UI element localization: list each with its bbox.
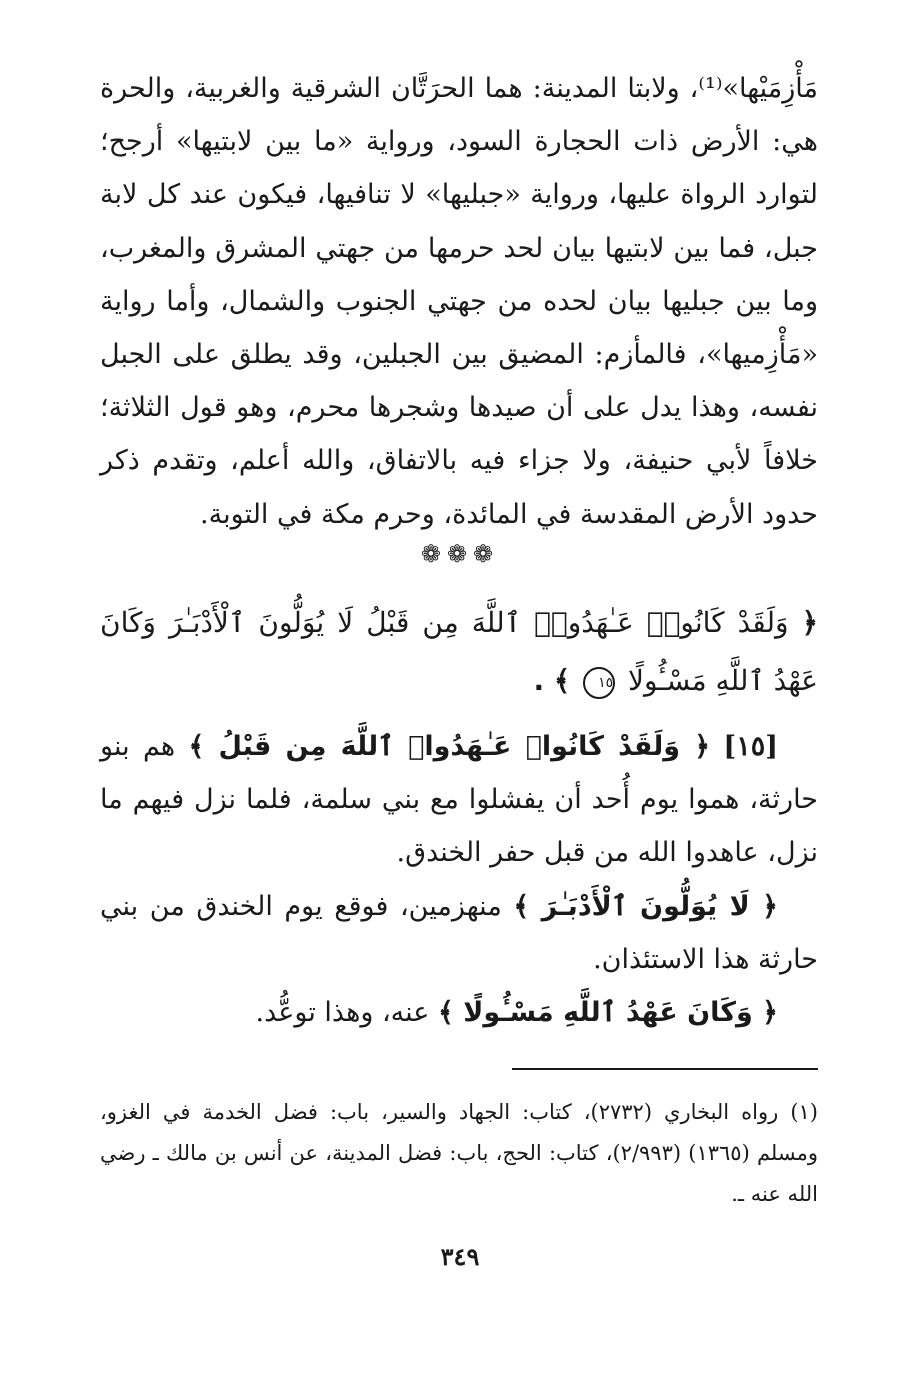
body-text [100, 62, 818, 541]
commentary [100, 720, 818, 1039]
verse-quote: ﴿ وَكَانَ عَهْدُ ٱللَّهِ مَسْـُٔولًا ﴾ [438, 997, 778, 1029]
commentary-paragraph-3 [100, 986, 818, 1039]
footnote-text: رواه البخاري (٢٧٣٢)، كتاب: الجهاد والسير، باب: فضل الخدمة في الغزو، ومسلم (١٣٦٥) (٢/٩٩٣)، كتاب: الحج، باب: فضل المدينة، عن أنس بن مالك ـ رضي الله عنه ـ. [100, 1100, 819, 1206]
footnote-divider [512, 1068, 818, 1070]
commentary-text: هم بنو حارثة، هموا يوم أُحد أن يفشلوا مع بني سلمة، فلما نزل فيهم ما نزل، عاهدوا الله من قبل حفر الخندق. [100, 731, 818, 869]
page-number: ٣٤٩ [440, 1242, 480, 1271]
ayah-number-marker: ١٥ [583, 667, 615, 699]
section-separator: ❁❁❁ [420, 540, 500, 568]
verse-text: وَلَقَدْ كَانُوا۟ عَـٰهَدُوا۟ ٱللَّهَ مِن قَبْلُ لَا يُوَلُّونَ ٱلْأَدْبَـٰرَ وَكَانَ عَهْدُ ٱللَّهِ مَسْـُٔولًا [100, 606, 818, 697]
quran-verse-block [100, 594, 818, 710]
commentary-paragraph-1 [100, 720, 818, 880]
footnote-marker: (١) [790, 1100, 818, 1124]
verse-quote: ﴿ لَا يُوَلُّونَ ٱلْأَدْبَـٰرَ ﴾ [513, 890, 778, 922]
footnote [100, 1092, 818, 1215]
commentary-text: منهزمين، فوقع يوم الخندق من بني حارثة هذا الاستئذان. [100, 890, 818, 975]
commentary-text: عنه، وهذا توعُّد. [255, 997, 430, 1029]
verse-quote: ﴿ وَلَقَدْ كَانُوا۟ عَـٰهَدُوا۟ ٱللَّهَ مِن قَبْلُ ﴾ [188, 731, 711, 762]
commentary-paragraph-2 [100, 880, 818, 986]
paragraph-1: مَأْزِمَيْها»⁽¹⁾، ولابتا المدينة: هما الحرَتَّان الشرقية والغربية، والحرة هي: الأرض ذات الحجارة السود، ورواية «ما بين لابتيها» أرجح؛ لتوارد الرواة عليها، ورواية «جبليها» لا تنافيها، فيكون عند كل لابة جبل، فما بين لابتيها بيان لحد حرمها من جهتي المشرق والمغرب، وما بين جبليها بيان لحده من جهتي الجنوب والشمال، وأما رواية «مَأْزِميها»، فالمأزم: المضيق بين الجبلين، وقد يطلق على الجبل نفسه، وهذا يدل على أن صيدها وشجرها محرم، وهو قول الثلاثة؛ خلافاً لأبي حنيفة، ولا جزاء فيه بالاتفاق، والله أعلم، وتقدم ذكر حدود الأرض المقدسة في المائدة، وحرم مكة في التوبة. [100, 73, 818, 530]
ornate-bracket-close: ﴾ . [533, 664, 571, 697]
ornate-bracket-open: ﴿ [801, 606, 818, 639]
verse-number-label: [١٥] [723, 731, 778, 762]
